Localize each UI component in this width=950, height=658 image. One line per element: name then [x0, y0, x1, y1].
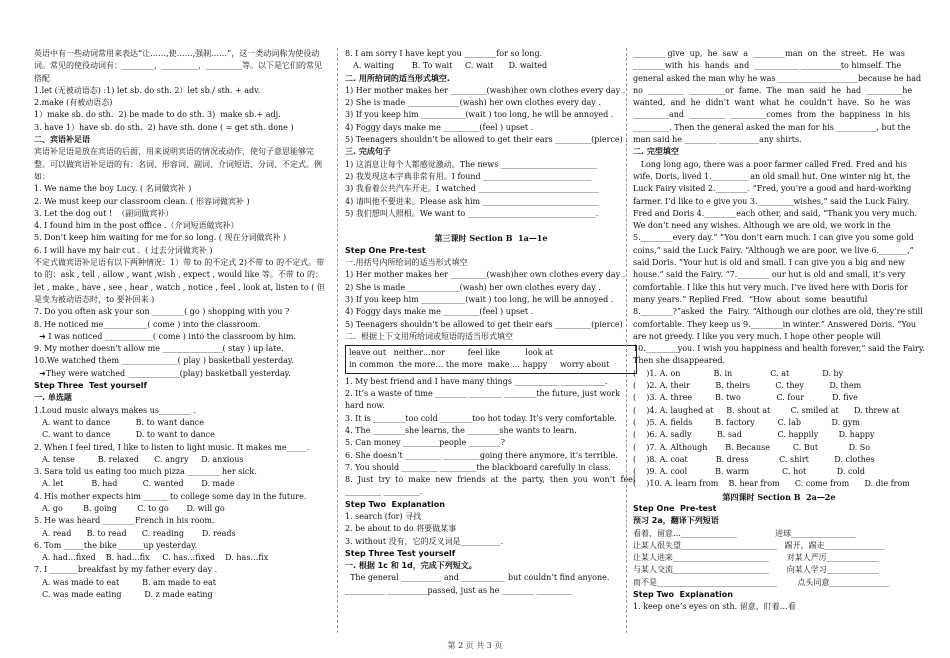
text-line: A. had…fixed B. had…fix C. has…fixed D. has…fix — [42, 553, 269, 563]
text-line: Step One Pre-test — [633, 503, 717, 513]
text-line: 1. My best friend and I have many things ___________ ___________. — [345, 376, 608, 386]
text-line: 2. We must keep our classroom clean. ( 形容词做宾补 ) — [34, 196, 250, 206]
column-middle — [345, 48, 637, 597]
text-line: 2. When I feel tired, I like to listen to light music. It makes me_____. — [34, 442, 310, 452]
text-line: 二. 用所给词的适当形式填空. — [345, 73, 450, 83]
text-line: 1. search (for) 寻找 — [345, 511, 422, 521]
text-line: Step Three Test yourself — [34, 381, 147, 391]
text-line: Step Two Explanation — [345, 499, 445, 509]
text-line: 1) 这消息让每个人都感觉激动。The news ________________________ — [345, 159, 597, 169]
word-bank-row: leave out neither…nor feel like look at — [349, 348, 553, 358]
text-line: Long long ago, there was a poor farmer called Fred. Fred and his wife, Doris, lived 1._________ an old small hut. One winter nig ht, the Luck Fairy visited 2.________. “Fred, you’re a good and hard-working farmer. I’d like to e give you 3._________wishes,” said the Luck Fairy. Fred and Doris 4.________each other, and said, “Thank you very much. We don’t need any wishes. Although we are old, we work in the 5.________every day.” “You don’t earn much. I can give you some gold coins,” said the Luck Fairy. “Although we are poor, we live 6._______,” said Doris. “Your hut is old and small. I can give you a big and new house.” said the Fairy. “7.________ our hut is old and small, it’s very comfortable. I like this hut very much. I’ve lived here with Doris for many years.” Replied Fred. “How about some beautiful 8.________?”asked the Fairy. “Although our clothes are old, they’re still comfortable. They keep us 9.________in winter.” Answered Doris. “You are not greedy. I like you very much. I hope other people will 10.________you. I wish you happiness and health forever,” said the Fairy. Then she disappeared. — [633, 159, 925, 366]
word-bank-row: in common the more… the more make … happy worry about — [349, 360, 610, 370]
text-line: 6. She doesn’t _________ _________going there anymore, it’s terrible. — [345, 450, 618, 460]
column-divider — [337, 48, 338, 633]
text-line: 2. It’s a waste of time ________ ________ ________the future, just work hard now. — [345, 389, 623, 411]
column-right — [633, 48, 925, 614]
text-line: 3) If you keep him ___________(wait ) too long, he will be annoyed . — [345, 294, 614, 304]
text-line: 让某人很失望________________________ 踢开，踢走_______________ — [633, 540, 885, 550]
text-line: C. was made eating D. z made eating — [42, 590, 213, 600]
text-line: 7. I _______breakfast by my father every day . — [34, 565, 218, 575]
text-line: ( )5. A. fields B. factory C. lab D. gym — [633, 417, 860, 427]
text-line: 8. Just try to make new friends at the party, then you won’t feel _________ _________. — [345, 475, 636, 497]
text-line: 9. My mother doesn’t allow me _______________( stay ) up late. — [34, 344, 284, 354]
text-line: 1. We name the boy Lucy. ( 名词做宾补 ) — [34, 184, 192, 194]
text-line: 6. Tom _____the bike ______up yesterday. — [34, 540, 198, 550]
text-line: A. waiting B. To wait C. wait D. waited — [353, 61, 548, 71]
text-line: 二．根据上下文用所给词或短语的适当形式填空 — [345, 331, 513, 341]
text-line: 5) Teenagers shouldn’t be allowed to get their ears _________(pierce) . — [345, 319, 628, 329]
text-line: 5. He was heard ________French in his room. — [34, 516, 215, 526]
text-line: 8. I am sorry I have kept you ________for so long. — [345, 49, 543, 58]
text-line: ➜They were watched _____________(play) basketball yesterday. — [34, 368, 291, 378]
text-line: 三. 完成句子 — [345, 147, 391, 157]
text-line: A. read B. to read C. reading D. reads — [42, 528, 236, 538]
text-line: 10.We watched them ______________( play ) basketball yesterday. — [34, 356, 294, 366]
text-line: 二. 完型填空 — [633, 147, 679, 157]
text-line: 7. Do you often ask your son ________( go ) shopping with you ? — [34, 307, 290, 317]
text-line: A. want to dance B. to want dance — [42, 417, 204, 427]
text-line: ( )1. A. on B. in C. at D. by — [633, 368, 844, 378]
text-line: 1.let (无被动语态) :1) let sb. do sth. 2）let sb./ sth. + adv. — [34, 85, 261, 95]
text-line: 3. Let the dog out ! （副词做宾补） — [34, 208, 174, 218]
text-line: 5. Can money _________people ________? — [345, 438, 506, 448]
text-line: 5) 我们想叫人照相。We want to ________________________________. — [345, 208, 599, 218]
text-line: C. want to dance D. to want to dance — [42, 430, 215, 440]
text-line: 3) If you keep him ___________(wait ) too long, he will be annoyed . — [345, 110, 614, 120]
text-line: 二、宾语补足语 — [34, 135, 90, 145]
text-line: ( )7. A. Although B. Because C. But D. So — [633, 442, 871, 452]
text-line: 4) Foggy days make me _________(feel ) upset . — [345, 307, 534, 317]
text-line: A. go B. going C. to go D. will go — [42, 503, 225, 513]
text-line: Step Three Test yourself — [345, 548, 456, 558]
word-bank-box — [345, 345, 637, 374]
text-line: 5. Don’t keep him waiting for me for so long. ( 现在分词做宾补 ) — [34, 233, 287, 243]
text-line: 3) 我看着公共汽车开走。I watched ______________________________ — [345, 184, 599, 194]
text-line: 4. I found him in the post office .（介词短语做宾补） — [34, 221, 239, 231]
text-line: 一. 根据 1c 和 1d，完成下列短文。 — [345, 561, 477, 571]
column-divider — [626, 48, 627, 633]
text-line: ( )4. A. laughed at B. shout at C. smiled at D. threw at — [633, 405, 900, 415]
text-line: 一.用括号内所给词的适当形式填空 — [345, 258, 468, 268]
text-line: ➜ I was noticed ____________( come ) into the classroom by him. — [34, 331, 296, 341]
text-line: 预习 2a，翻译下列短语 — [633, 516, 719, 526]
text-line: 2. be about to do 将要做某事 — [345, 524, 457, 534]
text-line: A. tense B. relaxed C. angry D. anxious — [42, 454, 244, 464]
text-line: 7. You should _________ _________the blackboard carefully in class. — [345, 462, 611, 472]
text-line: 第三课时 Section B 1a—1e — [434, 233, 548, 244]
text-line: 看着，留意…______________ 进球________________ — [633, 528, 856, 538]
column-left — [34, 48, 326, 601]
text-line: ( )6. A. sadly B. sad C. happily D. happy — [633, 430, 875, 440]
text-line: 3. without 没有，它的反义词是__________. — [345, 536, 504, 546]
text-line: 而不是______________________________ 点头同意_______________ — [633, 577, 890, 587]
text-line: 4) Foggy days make me _________(feel ) upset . — [345, 122, 534, 132]
text-line: Step One Pre-test — [345, 245, 426, 255]
text-line: ( )9. A. cool B. warm C. hot D. cold — [633, 467, 865, 477]
page-number: 第 2 页 共 3 页 — [447, 641, 503, 650]
text-line: 4. The ________she learns, the ________she wants to learn. — [345, 425, 577, 435]
text-line: 2) She is made _____________(wash) her own clothes every day . — [345, 282, 601, 292]
text-line: 宾语补足语是放在宾语的后面，用来说明宾语的情况或动作，使句子意思能够完整。可以做宾语补足语的有：名词、形容词、副词、介词短语、分词、不定式。例如： — [34, 147, 322, 181]
text-line: 3. have 1）have sb. do sth. 2) have sth. done ( = get sth. done ) — [34, 122, 294, 132]
text-line: 5) Teenagers shouldn’t be allowed to get their ears _________(pierce) . — [345, 135, 628, 145]
text-line: 1.Loud music always makes us________ . — [34, 405, 197, 415]
text-line: 让某人进来________________________ 对某人严厉_____________ — [633, 553, 879, 563]
text-line: 4. His mother expects him ______ to college some day in the future. — [34, 491, 307, 501]
text-line: 3. Sara told us eating too much pizza ________ her sick. — [34, 467, 257, 477]
text-line: 2.make (有被动语态) — [34, 98, 113, 108]
text-line: A. was made to eat B. am made to eat — [42, 577, 216, 587]
text-line: ________ give up, he saw a ________man on the street. He was ________with his hands and ___________ __________to himself. The general asked the man why he was ____________________because he had no _________ _________or fame. The man said he had _________he wanted, and he didn’t want what he couldn’t have. So he was _________and _________ _________comes from the happiness in his _________. Then the general asked the man for his __________, but the man said he ________ __________any shirts. — [633, 49, 924, 145]
text-line: ( )8. A. coat B. dress C. shirt D. clothes — [633, 454, 875, 464]
text-line: 英语中有一些动词常用来表达“让……,使……,强制……”，这一类动词称为使役动词。常见的使役动词有：________，_________，_________等。以下是它们的常见搭配 — [34, 49, 322, 83]
text-line — [345, 220, 637, 232]
text-line: A. let B. had C. wanted D. made — [42, 479, 235, 489]
text-line: Step Two Explanation — [633, 590, 733, 600]
text-line: 1. keep one’s eyes on sth. 留意，盯着…看 — [633, 602, 796, 612]
text-line: ( )2. A. their B. theirs C. they D. them — [633, 381, 862, 391]
text-line: 一. 单选题 — [34, 393, 72, 403]
text-line: 与某人交流________________________ 向某人学习_____________ — [633, 565, 879, 575]
text-line: 4) 请叫他不要进来。Please ask him _____________________________ — [345, 196, 599, 206]
text-line: ( )10. A. learn from B. hear from C. come from D. die from — [633, 479, 910, 489]
text-line: 6. I will have my hair cut . ( 过去分词做宾补 ) — [34, 245, 213, 255]
text-line: 1）make sb. do sth. 2) be made to do sth. 3) make sb.+ adj. — [34, 110, 281, 120]
text-line: ( )3. A. three B. two C. four D. five — [633, 393, 858, 403]
text-line: 2) 我发现这本字典非常有用。I found ___________________________ — [345, 171, 592, 181]
text-line: 1) Her mother makes her _________(wash)her own clothes every day . — [345, 85, 626, 95]
text-line: 3. It is ________too cold ________too hot today. It’s very comfortable. — [345, 413, 617, 423]
text-line: 1) Her mother makes her _________(wash)her own clothes every day . — [345, 270, 626, 280]
text-line: The general __________ and ___________ but couldn’t find anyone. __________ __________passed, just as he ________ _________ — [345, 573, 612, 595]
text-line: 2) She is made _____________(wash) her own clothes every day . — [345, 98, 601, 108]
text-line: 不定式做宾语补足语有以下两种情况：1）带 to 的不定式 2)不带 to 的不定式。带 to 的：ask , tell , allow , want ,wish , expect , would like 等。不带 to 的： let , make , have , see , hear , watch , notice , feel , look at, listen to ( 但是变为被动语态时，to 要补回来 ) — [34, 258, 325, 304]
text-line: 8. He noticed me___________( come ) into the classroom. — [34, 319, 261, 329]
text-line: 第四课时 Section B 2a—2e — [722, 491, 836, 502]
